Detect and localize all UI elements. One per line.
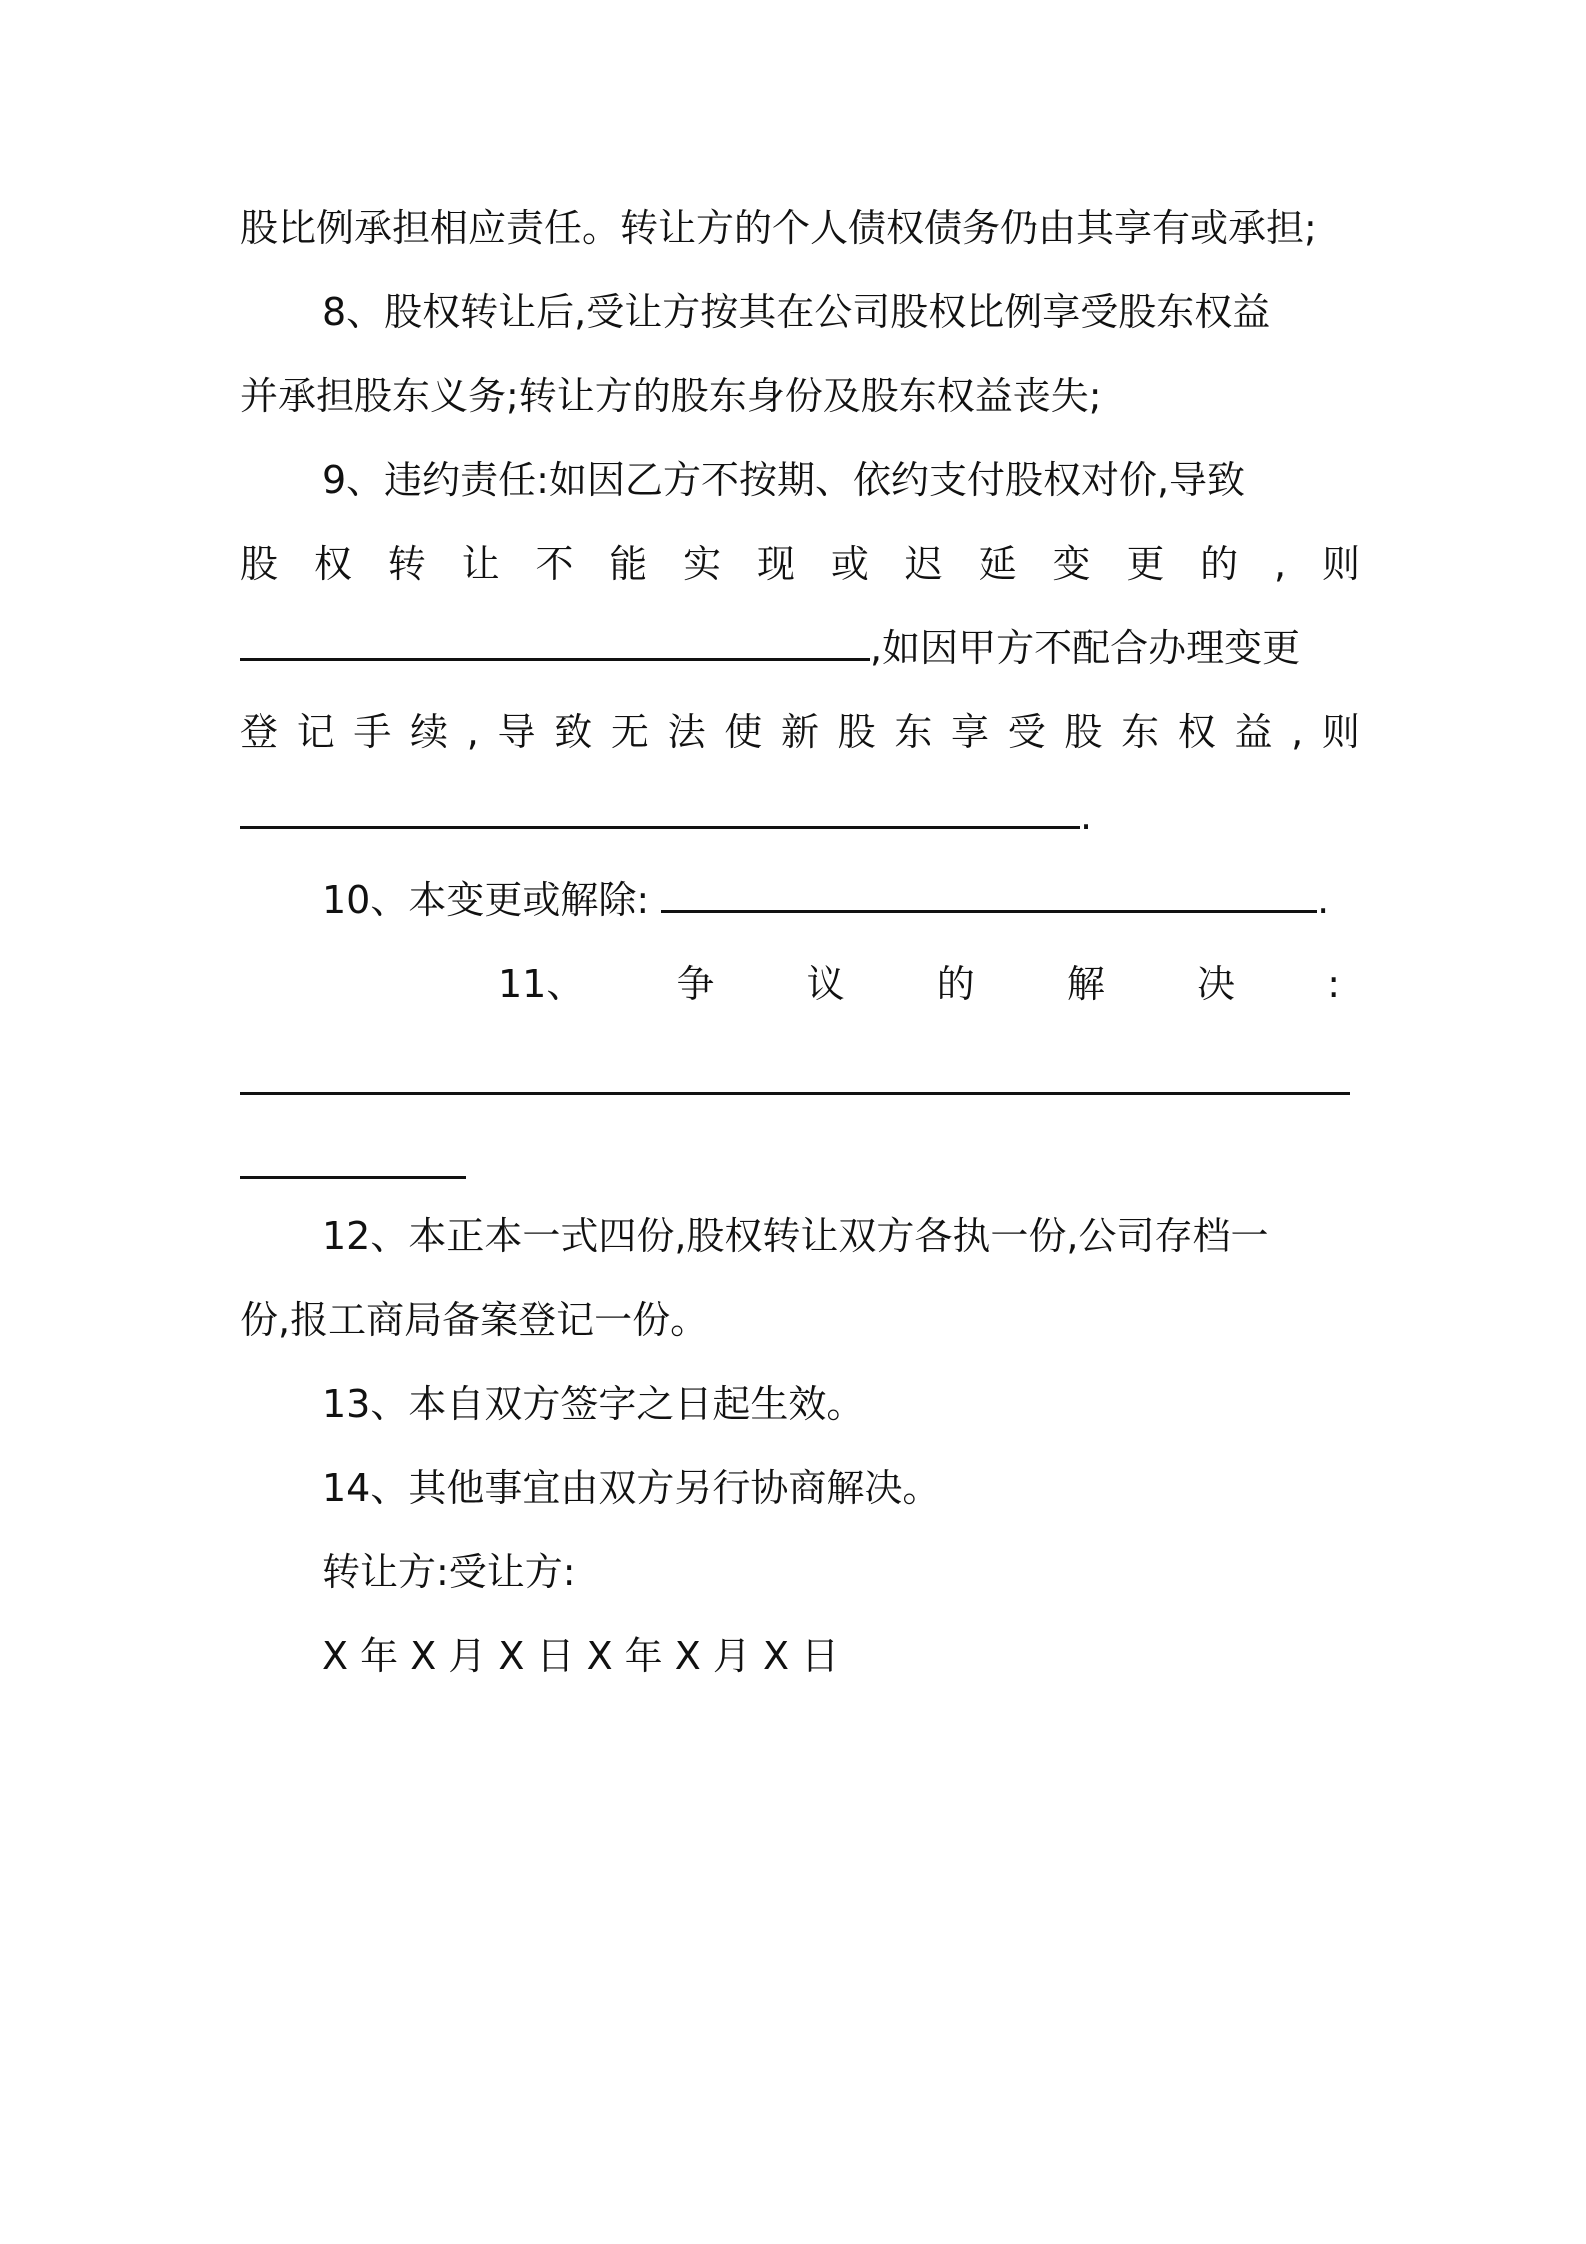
text-line: 股比例承担相应责任。转让方的个人债权债务仍由其享有或承担; — [240, 206, 1317, 250]
text-line: 14、其他事宜由双方另行协商解决。 — [322, 1466, 941, 1510]
spaced-char: 法 — [667, 710, 706, 754]
spaced-char: 东 — [894, 710, 933, 754]
period: . — [1080, 794, 1093, 838]
signature-dates — [322, 1614, 1360, 1698]
spaced-char: 则 — [1321, 710, 1360, 754]
spaced-char: 实 — [683, 542, 722, 586]
blank-field[interactable] — [240, 780, 1080, 829]
spaced-char: 现 — [757, 542, 796, 586]
spaced-char: 的 — [1200, 542, 1239, 586]
text-line: 9、违约责任:如因乙方不按期、依约支付股权对价,导致 — [322, 458, 1246, 502]
spaced-char: 能 — [609, 542, 648, 586]
spaced-char: 无 — [610, 710, 649, 754]
blank-field[interactable] — [661, 864, 1317, 913]
spaced-char: 手 — [353, 710, 392, 754]
text-line: 并承担股东义务;转让方的股东身份及股东权益丧失; — [240, 374, 1102, 418]
spaced-char: 决 — [1197, 962, 1236, 1006]
spaced-char: 致 — [554, 710, 593, 754]
clause-8-line-1 — [322, 270, 1360, 354]
spaced-char: 股 — [240, 542, 279, 586]
clause-10 — [322, 858, 1360, 942]
clause-11 — [498, 942, 1340, 1026]
period: . — [1317, 878, 1330, 922]
spaced-char: 更 — [1126, 542, 1165, 586]
spaced-char: 解 — [1066, 962, 1105, 1006]
spaced-char: 争 — [676, 962, 715, 1006]
spaced-char: 则 — [1321, 542, 1360, 586]
spaced-char: 记 — [296, 710, 335, 754]
clause-7-continuation — [240, 186, 1360, 270]
spaced-char: 股 — [837, 710, 876, 754]
spaced-char: 受 — [1007, 710, 1046, 754]
spaced-char: 享 — [951, 710, 990, 754]
clause-9-line-3 — [240, 606, 1360, 690]
text-line: 12、本正本一式四份,股权转让双方各执一份,公司存档一 — [322, 1214, 1269, 1258]
spaced-char: , — [466, 710, 479, 754]
clause-label: 10、本变更或解除: — [322, 878, 650, 922]
spaced-char: 权 — [313, 542, 352, 586]
text-line: 13、本自双方签字之日起生效。 — [322, 1382, 865, 1426]
spaced-char: 变 — [1052, 542, 1091, 586]
spaced-char: 股 — [1064, 710, 1103, 754]
spaced-char: 新 — [780, 710, 819, 754]
signature-labels — [322, 1530, 1360, 1614]
spaced-char: 的 — [936, 962, 975, 1006]
spaced-char: 转 — [387, 542, 426, 586]
spaced-char: 东 — [1121, 710, 1160, 754]
spaced-char: 或 — [830, 542, 869, 586]
spaced-char: : — [1327, 962, 1340, 1006]
spaced-char: 续 — [410, 710, 449, 754]
text-line: 转让方:受让方: — [322, 1550, 576, 1594]
spaced-char: 延 — [978, 542, 1017, 586]
text-line: 8、股权转让后,受让方按其在公司股权比例享受股东权益 — [322, 290, 1271, 334]
blank-line[interactable] — [240, 1092, 1350, 1095]
spaced-char: , — [1291, 710, 1304, 754]
blank-field[interactable] — [240, 612, 870, 661]
text-line: X 年 X 月 X 日 X 年 X 月 X 日 — [322, 1634, 840, 1678]
spaced-char: 使 — [724, 710, 763, 754]
clause-9-line-4 — [240, 690, 1360, 774]
blank-line[interactable] — [240, 1176, 466, 1179]
spaced-char: 权 — [1177, 710, 1216, 754]
clause-14 — [322, 1446, 1360, 1530]
clause-9-line-1 — [322, 438, 1360, 522]
spaced-char: 登 — [240, 710, 279, 754]
spaced-char: 11、 — [498, 962, 585, 1006]
clause-12-line-1 — [322, 1194, 1360, 1278]
clause-13 — [322, 1362, 1360, 1446]
spaced-char: , — [1274, 542, 1287, 586]
spaced-char: 议 — [806, 962, 845, 1006]
spaced-char: 益 — [1234, 710, 1273, 754]
clause-8-line-2 — [240, 354, 1360, 438]
spaced-char: 让 — [461, 542, 500, 586]
clause-12-line-2 — [240, 1278, 1360, 1362]
text-line: 份,报工商局备案登记一份。 — [240, 1298, 709, 1342]
text-line: ,如因甲方不配合办理变更 — [870, 626, 1301, 670]
spaced-char: 迟 — [904, 542, 943, 586]
clause-9-line-5 — [240, 774, 1360, 858]
spaced-char: 不 — [535, 542, 574, 586]
clause-9-line-2 — [240, 522, 1360, 606]
spaced-char: 导 — [497, 710, 536, 754]
